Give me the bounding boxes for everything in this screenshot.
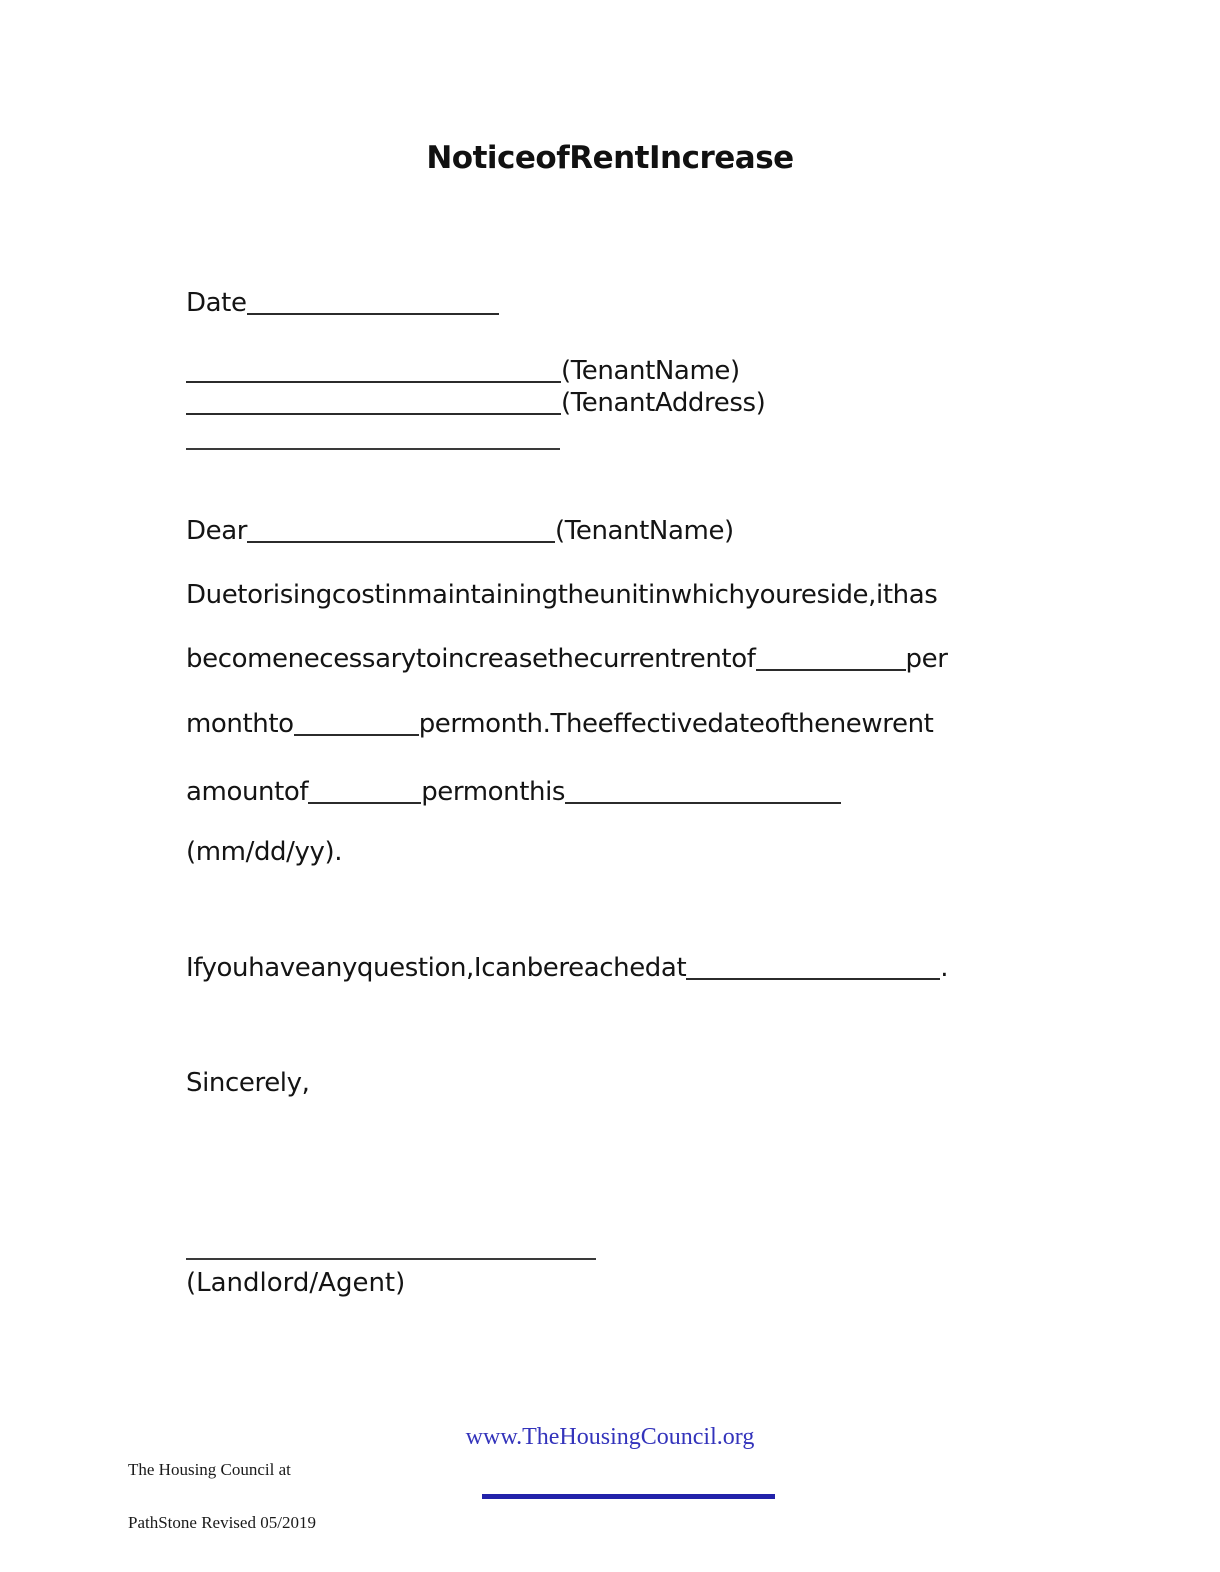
closing-line [186, 1068, 310, 1098]
date-label: Date [186, 288, 247, 318]
contact-line [186, 953, 948, 983]
contact-blank[interactable] [686, 958, 940, 980]
body-line-4-text-mid: permonthis [421, 777, 566, 807]
effective-date-blank[interactable] [565, 782, 841, 804]
body-line-1-text: Duetorisingcostinmaintainingtheunitinwhichyoureside,ithas [186, 580, 938, 610]
contact-text-before: Ifyouhaveanyquestion,Icanbereachedat [186, 953, 687, 983]
body-line-5 [186, 837, 342, 867]
date-format-hint: (mm/dd/yy). [186, 837, 343, 867]
page-title: NoticeofRentIncrease [426, 140, 794, 176]
tenant-address-label: (TenantAddress) [561, 388, 766, 418]
body-line-1 [186, 580, 937, 610]
tenant-name-line [186, 356, 740, 386]
salutation-name-blank[interactable] [247, 521, 555, 543]
contact-text-after: . [940, 953, 949, 983]
date-blank[interactable] [247, 293, 499, 315]
footer-org-name: The Housing Council at [128, 1460, 291, 1479]
tenant-address-line [186, 388, 765, 418]
tenant-address-blank[interactable] [186, 393, 561, 415]
body-line-2-text-before: becomenecessarytoincreasethecurrentrentof [186, 644, 756, 674]
salutation-line [186, 516, 734, 546]
body-line-4 [186, 777, 841, 807]
footer-revision: PathStone Revised 05/2019 [128, 1513, 316, 1532]
signature-label: (Landlord/Agent) [186, 1268, 406, 1298]
new-rent-blank[interactable] [294, 714, 419, 736]
body-line-3 [186, 709, 933, 739]
tenant-name-blank[interactable] [186, 361, 561, 383]
body-line-2 [186, 644, 948, 674]
body-line-3-text-before: monthto [186, 709, 294, 739]
signature-line[interactable] [186, 1258, 596, 1260]
tenant-name-label: (TenantName) [561, 356, 740, 386]
footer-website-link[interactable]: www.TheHousingCouncil.org [465, 1424, 755, 1450]
new-rent-amount-blank[interactable] [308, 782, 421, 804]
body-line-4-text-before: amountof [186, 777, 309, 807]
dear-label: Dear [186, 516, 248, 546]
current-rent-blank[interactable] [756, 649, 906, 671]
body-line-2-text-after: per [905, 644, 948, 674]
tenant-address-blank-second[interactable] [186, 448, 560, 450]
body-line-3-text-after: permonth.Theeffectivedateofthenewrent [418, 709, 934, 739]
salutation-tenant-name-label: (TenantName) [555, 516, 734, 546]
date-line [186, 288, 499, 318]
footer-divider-bar [482, 1494, 775, 1499]
closing-text: Sincerely, [186, 1068, 310, 1098]
